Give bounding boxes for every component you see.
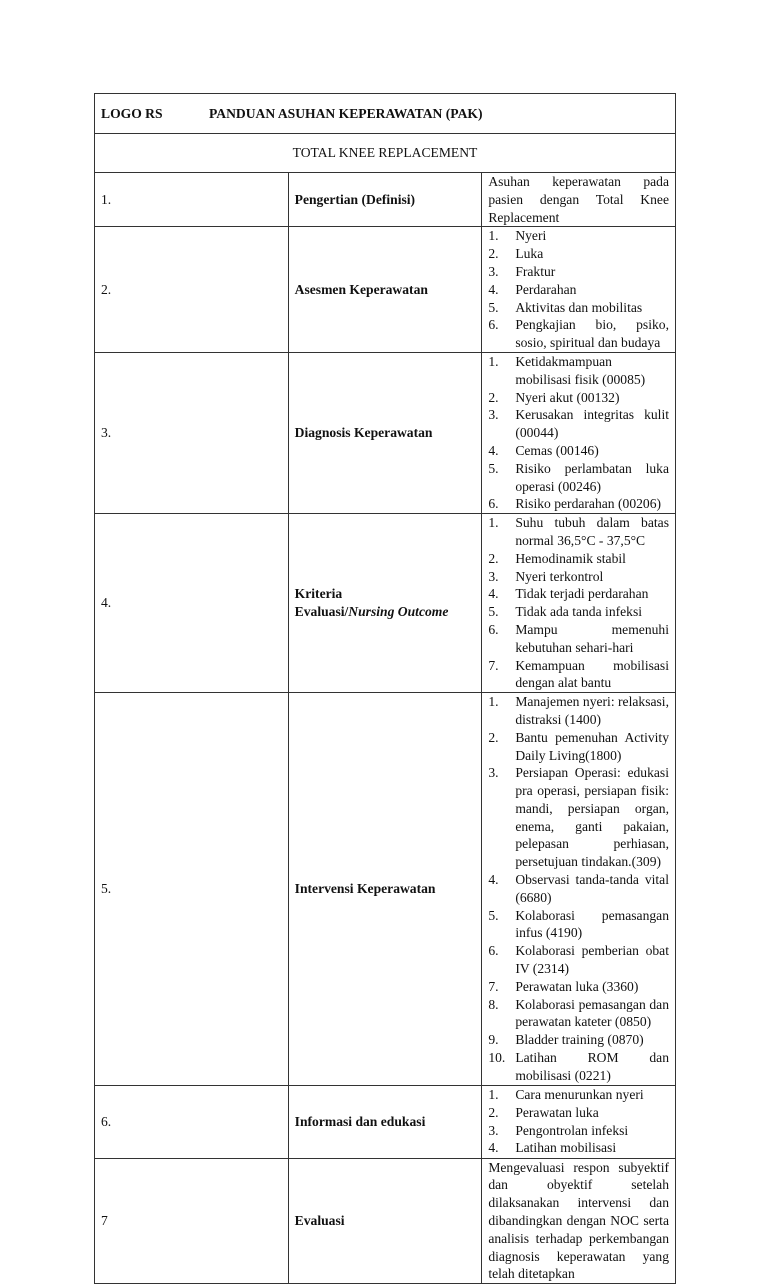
item-text: Nyeri xyxy=(515,228,547,244)
item-number: 6. xyxy=(488,943,499,959)
list-item xyxy=(488,942,669,978)
item-text: Persiapan Operasi: edukasi pra operasi, persiapan fisik: mandi, persiapan organ, enema, ganti pakaian, pelepasan perhiasan, persetujuan tindakan.(309) xyxy=(515,765,669,870)
list-item xyxy=(488,460,669,496)
item-text: Kemampuan mobilisasi dengan alat bantu xyxy=(515,657,669,691)
item-number: 2. xyxy=(488,729,499,745)
item-number: 1. xyxy=(488,228,499,244)
list-item xyxy=(488,442,669,460)
item-number: 6. xyxy=(488,317,499,333)
item-number: 4. xyxy=(488,442,499,458)
subtitle: TOTAL KNEE REPLACEMENT xyxy=(95,134,676,173)
item-number: 3. xyxy=(488,1122,499,1138)
list-item xyxy=(488,585,669,603)
item-number: 8. xyxy=(488,996,499,1012)
item-number: 10. xyxy=(488,1050,506,1066)
item-number: 5. xyxy=(488,604,499,620)
logo-rs: LOGO RS xyxy=(101,105,163,121)
item-text: Aktivitas dan mobilitas xyxy=(515,299,643,315)
header-row xyxy=(95,94,676,134)
row-content xyxy=(482,693,676,1086)
header-cell xyxy=(95,94,676,134)
pak-table xyxy=(94,93,676,1284)
item-text: Pengkajian bio, psiko, sosio, spiritual dan budaya xyxy=(515,317,669,351)
list-item xyxy=(488,764,669,871)
item-text: Mampu memenuhi kebutuhan sehari-hari xyxy=(515,621,669,655)
item-number: 4. xyxy=(488,1140,499,1156)
item-text: Observasi tanda-tanda vital (6680) xyxy=(515,872,669,905)
table-row xyxy=(95,352,676,513)
list-item xyxy=(488,495,669,513)
item-text: Tidak ada tanda infeksi xyxy=(515,604,643,620)
table-row xyxy=(95,1085,676,1158)
item-number: 9. xyxy=(488,1032,499,1048)
list-item xyxy=(488,568,669,586)
label-part: Evaluasi/ xyxy=(294,604,349,620)
item-text: Kolaborasi pemasangan infus (4190) xyxy=(515,907,669,941)
list-item xyxy=(488,299,669,317)
row-content: Asuhan keperawatan pada pasien dengan Total Knee Replacement xyxy=(482,173,676,227)
item-text: Cemas (00146) xyxy=(515,442,599,458)
list-item xyxy=(488,389,669,407)
row-number: 7 xyxy=(95,1158,289,1284)
list-item xyxy=(488,729,669,765)
item-number: 1. xyxy=(488,353,499,369)
item-number: 4. xyxy=(488,586,499,602)
row-number: 1. xyxy=(95,173,289,227)
list-item xyxy=(488,621,669,657)
item-text: Risiko perlambatan luka operasi (00246) xyxy=(515,460,669,494)
item-text: Luka xyxy=(515,246,544,262)
row-label xyxy=(288,514,482,693)
item-text: Manajemen nyeri: relaksasi, distraksi (1400) xyxy=(515,694,669,727)
item-number: 6. xyxy=(488,496,499,512)
item-text: Fraktur xyxy=(515,263,556,279)
list-item xyxy=(488,353,669,389)
table-row xyxy=(95,173,676,227)
table-row xyxy=(95,514,676,693)
item-text: Nyeri akut (00132) xyxy=(515,389,620,405)
list-item xyxy=(488,550,669,568)
item-text: Suhu tubuh dalam batas normal 36,5°C - 37,5°C xyxy=(515,515,669,548)
list-item xyxy=(488,1031,669,1049)
row-label: Pengertian (Definisi) xyxy=(288,173,482,227)
row-label: Evaluasi xyxy=(288,1158,482,1284)
item-list xyxy=(488,353,669,513)
item-text: Ketidakmampuan mobilisasi fisik (00085) xyxy=(515,353,646,387)
item-text: Nyeri terkontrol xyxy=(515,568,604,584)
item-number: 5. xyxy=(488,907,499,923)
item-text: Bantu pemenuhan Activity Daily Living(1800) xyxy=(515,729,669,763)
row-label: Informasi dan edukasi xyxy=(288,1085,482,1158)
row-content xyxy=(482,1085,676,1158)
row-label: Intervensi Keperawatan xyxy=(288,693,482,1086)
item-text: Hemodinamik stabil xyxy=(515,550,626,566)
item-text: Latihan mobilisasi xyxy=(515,1140,617,1156)
item-text: Bladder training (0870) xyxy=(515,1032,644,1048)
item-number: 6. xyxy=(488,621,499,637)
row-label: Diagnosis Keperawatan xyxy=(288,352,482,513)
item-list xyxy=(488,514,669,692)
document-title: PANDUAN ASUHAN KEPERAWATAN (PAK) xyxy=(209,105,483,121)
item-number: 4. xyxy=(488,872,499,888)
list-item xyxy=(488,603,669,621)
item-number: 1. xyxy=(488,694,499,710)
table-row xyxy=(95,227,676,353)
item-number: 7. xyxy=(488,657,499,673)
list-item xyxy=(488,245,669,263)
item-number: 5. xyxy=(488,299,499,315)
item-number: 1. xyxy=(488,1087,499,1103)
item-number: 5. xyxy=(488,460,499,476)
item-number: 3. xyxy=(488,263,499,279)
list-item xyxy=(488,263,669,281)
table-row xyxy=(95,1158,676,1284)
item-number: 7. xyxy=(488,978,499,994)
list-item xyxy=(488,514,669,550)
list-item xyxy=(488,1139,669,1157)
label-part: Kriteria xyxy=(294,586,343,602)
item-text: Perawatan luka xyxy=(515,1104,599,1120)
row-content xyxy=(482,227,676,353)
item-number: 3. xyxy=(488,407,499,423)
list-item xyxy=(488,227,669,245)
list-item xyxy=(488,1049,669,1085)
row-content: Mengevaluasi respon subyektif dan obyektif setelah dilaksanakan intervensi dan dibandingkan dengan NOC serta analisis terhadap perkembangan diagnosis keperawatan yang telah ditetapkan xyxy=(482,1158,676,1284)
row-number: 5. xyxy=(95,693,289,1086)
subtitle-row xyxy=(95,134,676,173)
list-item xyxy=(488,316,669,352)
item-text: Kolaborasi pemberian obat IV (2314) xyxy=(515,943,669,977)
item-text: Perawatan luka (3360) xyxy=(515,978,639,994)
label-part-italic: Nursing Outcome xyxy=(348,604,449,620)
list-item xyxy=(488,1122,669,1140)
list-item xyxy=(488,693,669,729)
row-content xyxy=(482,514,676,693)
item-text: Pengontrolan infeksi xyxy=(515,1122,629,1138)
list-item xyxy=(488,406,669,442)
item-list xyxy=(488,227,669,352)
item-number: 2. xyxy=(488,1104,499,1120)
item-number: 2. xyxy=(488,389,499,405)
item-list xyxy=(488,693,669,1085)
list-item xyxy=(488,281,669,299)
row-content xyxy=(482,352,676,513)
row-number: 6. xyxy=(95,1085,289,1158)
list-item xyxy=(488,907,669,943)
item-number: 1. xyxy=(488,515,499,531)
row-label: Asesmen Keperawatan xyxy=(288,227,482,353)
row-number: 2. xyxy=(95,227,289,353)
item-number: 2. xyxy=(488,246,499,262)
item-text: Kerusakan integritas kulit (00044) xyxy=(515,407,669,441)
item-text: Kolaborasi pemasangan dan perawatan kateter (0850) xyxy=(515,996,669,1030)
item-text: Latihan ROM dan mobilisasi (0221) xyxy=(515,1050,669,1083)
list-item xyxy=(488,1104,669,1122)
list-item xyxy=(488,978,669,996)
item-text: Perdarahan xyxy=(515,281,577,297)
row-number: 3. xyxy=(95,352,289,513)
item-text: Cara menurunkan nyeri xyxy=(515,1087,644,1103)
item-list xyxy=(488,1086,669,1157)
item-number: 3. xyxy=(488,765,499,781)
table-row xyxy=(95,693,676,1086)
item-number: 4. xyxy=(488,281,499,297)
list-item xyxy=(488,1086,669,1104)
item-number: 2. xyxy=(488,550,499,566)
list-item xyxy=(488,871,669,907)
item-number: 3. xyxy=(488,568,499,584)
item-text: Tidak terjadi perdarahan xyxy=(515,586,649,602)
list-item xyxy=(488,657,669,693)
item-text: Risiko perdarahan (00206) xyxy=(515,496,662,512)
row-number: 4. xyxy=(95,514,289,693)
list-item xyxy=(488,996,669,1032)
